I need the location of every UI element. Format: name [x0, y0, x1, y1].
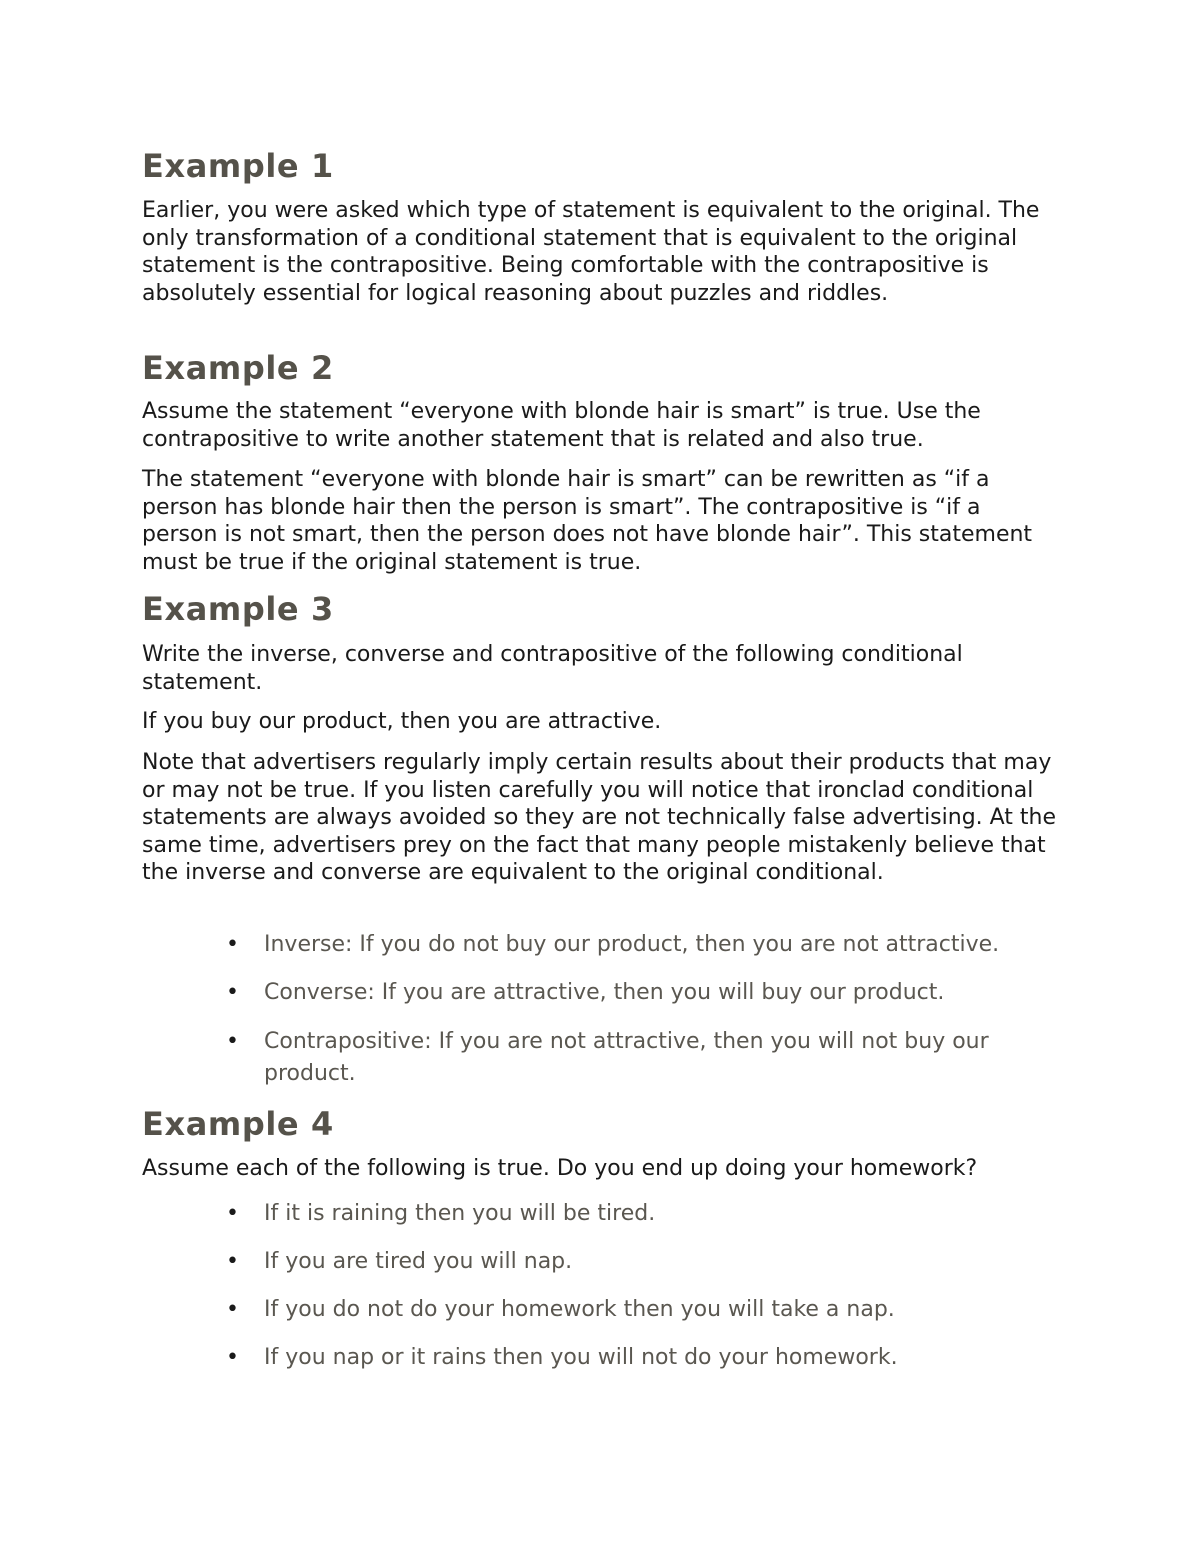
- premise-4: If you nap or it rains then you will not do your homework.: [264, 1345, 898, 1370]
- example-3-paragraph-3: Note that advertisers regularly imply certain results about their products that may or may not be true. If you listen carefully you will notice that ironclad conditional statements are always avoided so they are not technically false advertising. At the same time, advertisers prey on the fact that many people mistakenly believe that the inverse and converse are equivalent to the original conditional.: [142, 750, 1057, 885]
- bullet-icon: •: [226, 932, 239, 957]
- example-1-heading: Example 1: [142, 147, 334, 185]
- premise-2: If you are tired you will nap.: [264, 1249, 573, 1274]
- bullet-icon: •: [226, 1345, 239, 1370]
- example-1-paragraph: Earlier, you were asked which type of statement is equivalent to the original. The only transformation of a conditional statement that is equivalent to the original statement is the contrapositive. Being comfortable with the contrapositive is absolutely essential for logical reasoning about puzzles and riddles.: [142, 198, 1040, 306]
- bullet-icon: •: [226, 1201, 239, 1226]
- example-4-paragraph-1: Assume each of the following is true. Do you end up doing your homework?: [142, 1156, 978, 1181]
- bullet-icon: •: [226, 1297, 239, 1322]
- example-2-paragraph-2: The statement “everyone with blonde hair is smart” can be rewritten as “if a person has blonde hair then the person is smart”. The contrapositive is “if a person is not smart, then the person does not have blonde hair”. This statement must be true if the original statement is true.: [142, 467, 1033, 575]
- example-3-paragraph-1: Write the inverse, converse and contrapositive of the following conditional statement.: [142, 642, 963, 695]
- example-3-paragraph-2: If you buy our product, then you are attractive.: [142, 709, 662, 734]
- bullet-icon: •: [226, 1249, 239, 1274]
- bullet-icon: •: [226, 980, 239, 1005]
- example-2-paragraph-1: Assume the statement “everyone with blonde hair is smart” is true. Use the contrapositive to write another statement that is related and also true.: [142, 399, 981, 452]
- contrapositive-statement: Contrapositive: If you are not attractive, then you will not buy our product.: [264, 1029, 989, 1086]
- example-2-heading: Example 2: [142, 349, 334, 387]
- inverse-statement: Inverse: If you do not buy our product, then you are not attractive.: [264, 932, 1000, 957]
- example-4-heading: Example 4: [142, 1105, 334, 1143]
- example-3-heading: Example 3: [142, 590, 334, 628]
- converse-statement: Converse: If you are attractive, then you will buy our product.: [264, 980, 945, 1005]
- bullet-icon: •: [226, 1029, 239, 1054]
- premise-3: If you do not do your homework then you will take a nap.: [264, 1297, 895, 1322]
- premise-1: If it is raining then you will be tired.: [264, 1201, 656, 1226]
